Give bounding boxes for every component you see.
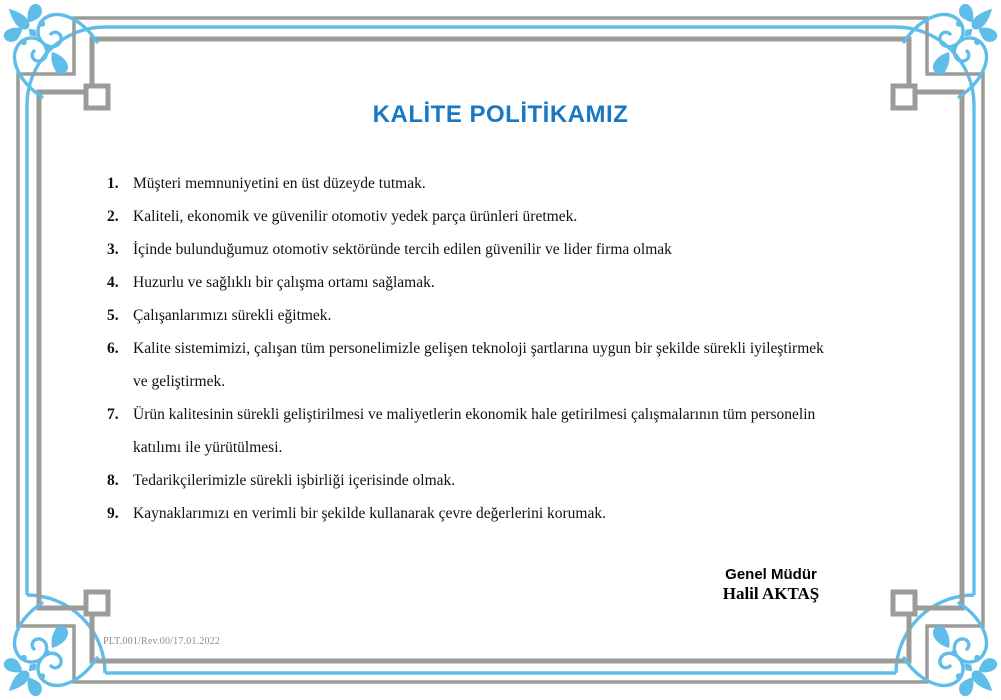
signature-block [661, 566, 881, 604]
policy-item [107, 464, 917, 497]
item-number: 8. [107, 472, 119, 489]
item-text: Kalite sistemimizi, çalışan tüm personelimizle gelişen teknoloji şartlarına uygun bir şekilde sürekli iyileştirmek [133, 340, 824, 357]
item-text: Müşteri memnuniyetini en üst düzeyde tutmak. [133, 175, 426, 192]
item-text: Kaynaklarımızı en verimli bir şekilde kullanarak çevre değerlerini korumak. [133, 505, 606, 522]
policy-item [107, 266, 917, 299]
policy-item [107, 299, 917, 332]
item-text: Ürün kalitesinin sürekli geliştirilmesi ve maliyetlerin ekonomik hale getirilmesi çalışmalarının tüm personelin [133, 406, 816, 423]
item-number: 4. [107, 274, 119, 291]
policy-item [107, 398, 917, 464]
corner-flourish-icon [0, 0, 97, 97]
corner-flourish-icon [904, 603, 1001, 700]
item-text: Huzurlu ve sağlıklı bir çalışma ortamı sağlamak. [133, 274, 435, 291]
item-number: 9. [107, 505, 119, 522]
item-number: 3. [107, 241, 119, 258]
item-text: ve geliştirmek. [133, 373, 226, 390]
signer-name: Halil AKTAŞ [722, 584, 820, 603]
policy-item [107, 497, 917, 530]
signer-role: Genel Müdür [725, 566, 817, 583]
item-number: 5. [107, 307, 119, 324]
policy-item [107, 200, 917, 233]
item-text: İçinde bulunduğumuz otomotiv sektöründe tercih edilen güvenilir ve lider firma olmak [133, 241, 672, 258]
policy-list [107, 167, 917, 530]
item-number: 6. [107, 340, 119, 357]
item-text: Kaliteli, ekonomik ve güvenilir otomotiv yedek parça ürünleri üretmek. [133, 208, 578, 225]
document-code: PLT.001/Rev.00/17.01.2022 [103, 636, 221, 647]
item-text: Tedarikçilerimizle sürekli işbirliği içerisinde olmak. [133, 472, 456, 489]
policy-item [107, 233, 917, 266]
item-number: 2. [107, 208, 119, 225]
corner-flourish-icon [0, 603, 97, 700]
policy-item [107, 332, 917, 398]
item-number: 1. [107, 175, 119, 192]
item-text: Çalışanlarımızı sürekli eğitmek. [133, 307, 332, 324]
policy-item [107, 167, 917, 200]
item-number: 7. [107, 406, 119, 423]
item-text: katılımı ile yürütülmesi. [133, 439, 283, 456]
page-title: KALİTE POLİTİKAMIZ [372, 101, 629, 128]
corner-flourish-icon [904, 0, 1001, 97]
